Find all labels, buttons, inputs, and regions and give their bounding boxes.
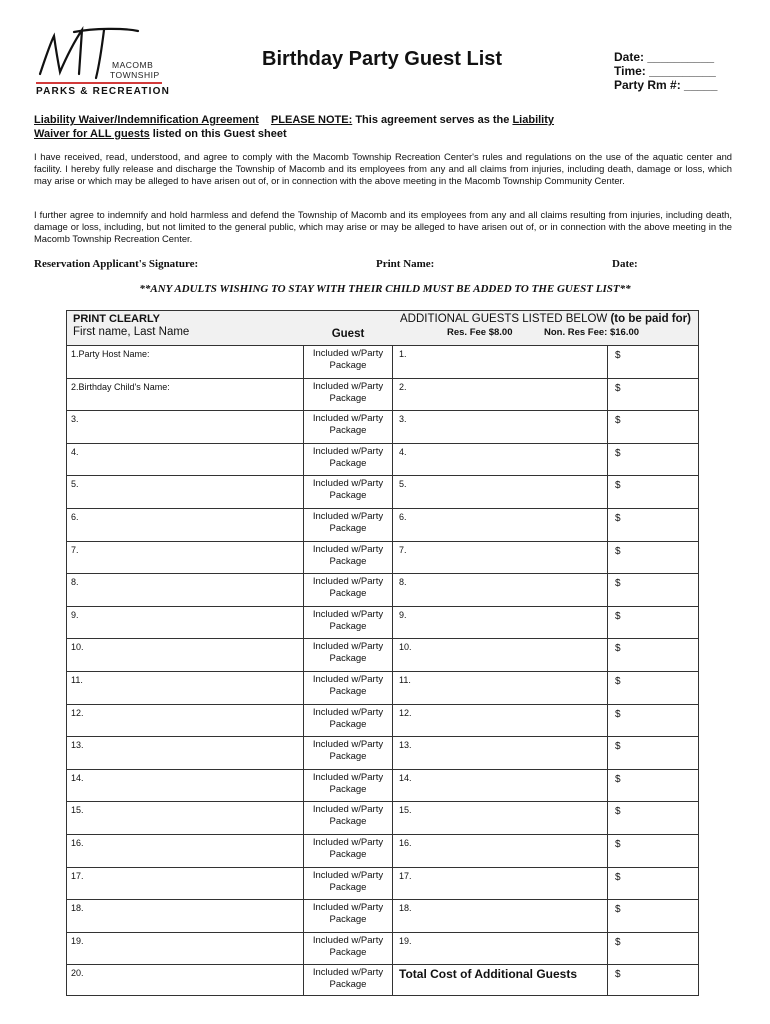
additional-guest-cell[interactable]: 17. [399,870,412,881]
additional-guest-cell[interactable]: 1. [399,349,407,359]
waiver-title: Liability Waiver/Indemnification Agreement [34,114,259,126]
fee-amount-cell[interactable]: $ [615,839,621,850]
table-row [67,508,698,542]
included-package-cell: Included w/Party Package [312,934,384,958]
guest-name-cell[interactable]: 20. [71,968,84,979]
included-package-cell: Included w/Party Package [312,445,384,469]
header-paid-note: (to be paid for) [610,313,691,325]
waiver-heading [34,113,734,141]
header-res-fee: Res. Fee $8.00 [447,327,513,338]
meta-date[interactable]: Date: __________ [614,50,715,64]
fee-amount-cell[interactable]: $ [615,773,621,785]
guest-name-cell[interactable]: 13. [71,740,84,751]
additional-guest-cell[interactable]: 10. [399,642,412,653]
fee-amount-cell[interactable]: $ [615,480,621,492]
macomb-township-logo [34,22,171,100]
additional-guest-cell[interactable]: 6. [399,512,407,522]
guest-name-cell[interactable]: 1.Party Host Name: [71,349,150,359]
meta-time[interactable]: Time: __________ [614,64,716,78]
page-title: Birthday Party Guest List [262,48,503,70]
guest-name-cell[interactable]: 5. [71,479,79,490]
included-package-cell: Included w/Party Package [312,608,384,632]
additional-guest-cell[interactable]: 9. [399,609,407,620]
fee-amount-cell[interactable]: $ [615,708,621,720]
header-print-clearly: PRINT CLEARLY [73,313,160,325]
included-package-cell: Included w/Party Package [312,641,384,665]
guest-name-cell[interactable]: 4. [71,446,79,457]
fee-amount-cell[interactable]: $ [615,806,621,818]
guest-name-cell[interactable]: 12. [71,707,84,718]
additional-guest-cell[interactable]: 7. [399,544,407,555]
fee-amount-cell[interactable]: $ [615,447,621,459]
guest-name-cell[interactable]: 11. [71,675,83,685]
header-additional-guests [393,313,698,325]
guest-name-cell[interactable]: 19. [71,935,84,946]
fee-amount-cell[interactable]: $ [615,741,621,753]
header-name-format: First name, Last Name [73,326,190,338]
table-row [67,475,698,509]
meta-party-room[interactable]: Party Rm #: _____ [614,78,718,92]
please-note-text: This agreement serves as the [352,114,513,126]
table-row [67,378,698,412]
included-package-cell: Included w/Party Package [312,869,384,893]
guest-name-cell[interactable]: 14. [71,772,84,783]
guest-table [66,310,699,996]
guest-name-cell[interactable]: 17. [71,870,84,881]
signature-date-label[interactable]: Date: [612,258,638,270]
included-package-cell: Included w/Party Package [312,413,384,437]
additional-guest-cell[interactable]: 16. [399,838,412,848]
fee-amount-cell[interactable]: $ [615,643,621,655]
table-header [67,311,698,346]
additional-guest-cell[interactable]: 2. [399,381,407,392]
liability-word: Liability [512,114,555,126]
included-package-cell: Included w/Party Package [312,837,384,860]
guest-name-cell[interactable]: 15. [71,805,84,816]
fee-amount-cell[interactable]: $ [615,382,621,394]
additional-guest-cell[interactable]: 3. [399,414,407,425]
logo-text-parks-recreation: PARKS & RECREATION [36,86,171,97]
fee-amount-cell[interactable]: $ [615,676,621,687]
waiver-paragraph-1: I have received, read, understood, and agree to comply with the Macomb Township Recreation Center's rules and regulations on the use of the aquatic center and facility. I hereby fully release and discharge the Township of Macomb and its employees from any and all claims from injuries, including death, damage or loss, which may arise or which may be alleged to have arisen out of, or in connection with the above meeting in the Macomb Township Community Center. [34,151,732,186]
fee-amount-cell[interactable]: $ [615,545,621,557]
fee-amount-cell[interactable]: $ [615,578,621,590]
additional-guest-cell[interactable]: 5. [399,479,407,490]
included-package-cell: Included w/Party Package [312,543,384,567]
included-package-cell: Included w/Party Package [312,739,384,763]
total-cost-label: Total Cost of Additional Guests [399,967,577,982]
included-package-cell: Included w/Party Package [312,804,384,828]
additional-guest-cell[interactable]: 8. [399,577,407,588]
included-package-cell: Included w/Party Package [312,511,384,534]
additional-guest-cell[interactable]: 18. [399,903,412,914]
table-row [67,443,698,477]
applicant-signature-label[interactable]: Reservation Applicant's Signature: [34,258,199,270]
table-row [67,736,698,770]
table-row [67,704,698,738]
table-row [67,638,698,672]
included-package-cell: Included w/Party Package [312,902,384,926]
table-row [67,769,698,803]
waiver-paragraph-2: I further agree to indemnify and hold harmless and defend the Township of Macomb and its employees from any and all claims resulting from injuries, including death, damage or loss, including, but not limited to the general public, which may arise or may be alleged to have arisen out of, or in connection with the above meeting in the Macomb Township Recreation Center. [34,209,732,244]
additional-guest-cell[interactable]: 4. [399,446,407,457]
guest-name-cell[interactable]: 8. [71,577,79,588]
guest-name-cell[interactable]: 18. [71,903,84,914]
guest-name-cell[interactable]: 2.Birthday Child's Name: [71,381,170,392]
fee-amount-cell[interactable]: $ [615,871,621,883]
fee-amount-cell[interactable]: $ [615,513,621,524]
table-row [67,345,698,379]
additional-guest-cell[interactable]: 11. [399,675,411,685]
please-note-label: PLEASE NOTE: [270,114,353,126]
table-row [67,834,698,868]
additional-guest-cell[interactable]: 13. [399,740,412,751]
fee-amount-cell[interactable]: $ [615,610,621,622]
fee-amount-cell[interactable]: $ [615,936,621,948]
header-guest: Guest [331,328,365,340]
additional-guest-cell[interactable]: 12. [399,707,412,718]
waiver-all-guests-rest: listed on this Guest sheet [149,128,287,140]
table-row [67,899,698,933]
additional-guest-cell[interactable]: 19. [399,935,412,946]
table-row [67,573,698,607]
additional-guest-cell[interactable]: 14. [399,772,412,783]
waiver-all-guests: Waiver for ALL guests [34,128,150,140]
table-row [67,801,698,835]
additional-guest-cell[interactable]: 15. [399,805,412,816]
included-package-cell: Included w/Party Package [312,674,384,697]
logo-divider [36,82,162,84]
guest-name-cell[interactable]: 3. [71,414,79,425]
table-row [67,671,698,705]
logo-text-township: TOWNSHIP [110,70,160,80]
guest-name-cell[interactable]: 16. [71,838,84,848]
included-package-cell: Included w/Party Package [312,478,384,502]
header-additional-text: ADDITIONAL GUESTS LISTED BELOW [400,313,611,325]
guest-name-cell[interactable]: 9. [71,609,79,620]
table-row [67,867,698,901]
included-package-cell: Included w/Party Package [312,348,384,371]
table-row [67,606,698,640]
guest-name-cell[interactable]: 10. [71,642,84,653]
fee-amount-cell[interactable]: $ [615,415,621,427]
included-package-cell: Included w/Party Package [312,706,384,730]
header-nonres-fee: Non. Res Fee: $16.00 [544,327,640,338]
guest-name-cell[interactable]: 7. [71,544,79,555]
table-row [67,541,698,575]
adults-notice: **ANY ADULTS WISHING TO STAY WITH THEIR CHILD MUST BE ADDED TO THE GUEST LIST** [139,283,631,295]
fee-amount-cell[interactable]: $ [615,904,621,916]
included-package-cell: Included w/Party Package [312,380,384,404]
print-name-label[interactable]: Print Name: [376,258,435,270]
table-row [67,932,698,966]
table-row [67,964,698,997]
logo-text-macomb: MACOMB [112,60,154,70]
fee-amount-cell[interactable]: $ [615,350,621,361]
guest-name-cell[interactable]: 6. [71,512,79,522]
included-package-cell: Included w/Party Package [312,576,384,600]
included-package-cell: Included w/Party Package [312,967,384,991]
fee-amount-cell[interactable]: $ [615,969,621,981]
table-row [67,410,698,444]
included-package-cell: Included w/Party Package [312,771,384,795]
